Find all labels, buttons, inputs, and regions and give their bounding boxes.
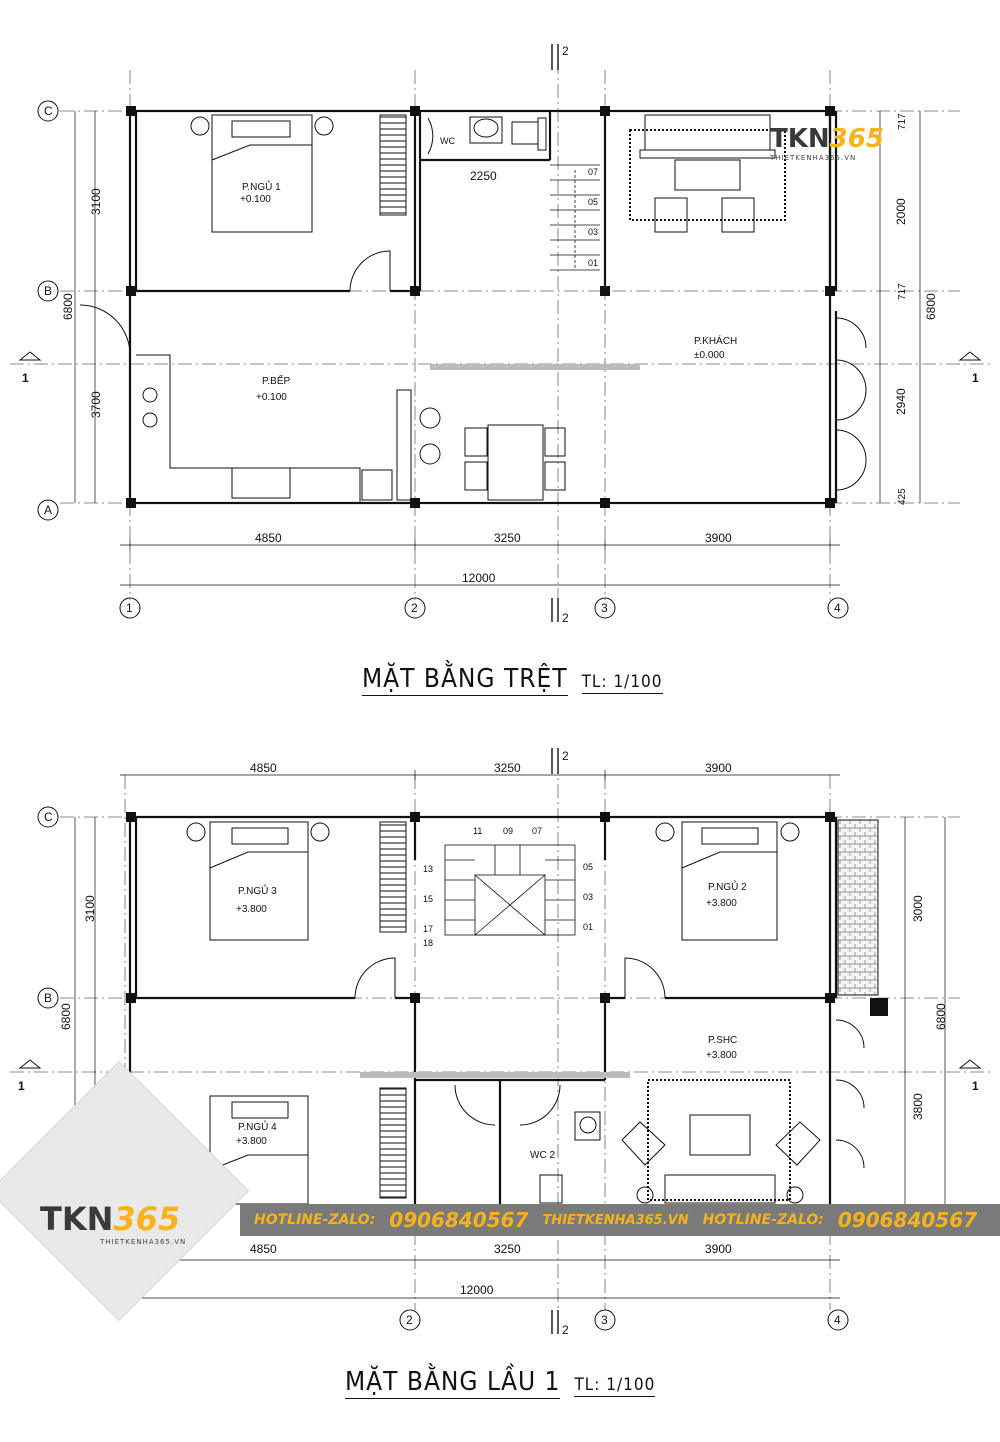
- dimension: 3900: [705, 531, 732, 545]
- dimension: 2250: [470, 169, 497, 183]
- dimension: 6800: [934, 1003, 948, 1030]
- room-name: P.NGỦ 1: [242, 182, 281, 193]
- grid-label: 3: [601, 601, 608, 615]
- dimension: 3900: [705, 761, 732, 775]
- grid-label: C: [44, 810, 53, 824]
- stair-number: 11: [473, 826, 483, 836]
- dimension: 4850: [255, 531, 282, 545]
- dimension: 3100: [89, 188, 103, 215]
- room-level: +3.800: [236, 1136, 267, 1147]
- wardrobe-icon: [380, 115, 406, 215]
- logo-number: 365: [829, 124, 884, 154]
- stair-number: 09: [503, 826, 514, 836]
- plan-title-text: MẶT BẰNG LẦU 1: [345, 1367, 561, 1397]
- room-name: P.SHC: [708, 1035, 738, 1046]
- door-icon: [80, 305, 130, 355]
- hotline-label: HOTLINE-ZALO:: [702, 1212, 824, 1228]
- dimension: 3250: [494, 1242, 521, 1256]
- dimension: 4850: [250, 761, 277, 775]
- grid-label: 1: [126, 601, 133, 615]
- stair-number: 15: [423, 894, 434, 904]
- dimension: 717: [897, 283, 908, 300]
- door-icon: [836, 318, 866, 490]
- room-name: P.NGỦ 3: [238, 886, 277, 897]
- section-label: 1: [18, 1079, 25, 1093]
- wardrobe-icon: [380, 1088, 406, 1198]
- grid-label: C: [44, 104, 53, 118]
- section-label: 2: [562, 44, 569, 58]
- stair-icon: [550, 165, 600, 270]
- stair-number: 03: [588, 227, 599, 237]
- stair-number: 17: [423, 924, 434, 934]
- room-name: WC: [440, 136, 455, 146]
- section-label: 1: [972, 371, 979, 385]
- grid-label: A: [44, 503, 53, 517]
- brand-logo: [770, 124, 884, 162]
- stair-number: 07: [588, 167, 599, 177]
- hotline-site: THIETKENHA365.VN: [542, 1212, 689, 1228]
- dimension: 6800: [59, 1003, 73, 1030]
- stair-number: 05: [588, 197, 599, 207]
- room-level: +3.800: [706, 1050, 737, 1061]
- bed-icon: [187, 822, 329, 940]
- room-name: P.BẾP: [262, 376, 291, 387]
- logo-tagline: THIETKENHA365.VN: [100, 1238, 187, 1246]
- grid-label: 2: [406, 1313, 413, 1327]
- room-level: +3.800: [706, 898, 737, 909]
- grid-label: B: [44, 284, 53, 298]
- door-icon: [350, 251, 390, 291]
- sofa-icon: [622, 1080, 820, 1203]
- dining-table-icon: [397, 390, 565, 500]
- logo-number: 365: [113, 1200, 181, 1238]
- hotline-phone: 0906840567: [837, 1208, 978, 1232]
- section-label: 2: [562, 611, 569, 625]
- grid-label: 4: [834, 601, 841, 615]
- room-level: +3.800: [236, 904, 267, 915]
- logo-brand: TKN: [770, 124, 830, 154]
- plan-scale: TL: 1/100: [574, 1375, 656, 1395]
- dimension: 6800: [924, 293, 938, 320]
- balcony-planter-icon: [838, 820, 878, 995]
- grid-label: 3: [601, 1313, 608, 1327]
- logo-brand: TKN: [40, 1200, 114, 1238]
- room-level: +0.100: [240, 194, 271, 205]
- dimension: 6800: [61, 293, 75, 320]
- dimension: 425: [897, 488, 908, 505]
- dimension: 3250: [494, 531, 521, 545]
- section-label: 1: [22, 371, 29, 385]
- grid-label: 4: [834, 1313, 841, 1327]
- stair-icon: [445, 845, 575, 935]
- dimension: 4850: [250, 1242, 277, 1256]
- grid-label: B: [44, 991, 53, 1005]
- dimension: 717: [897, 113, 908, 130]
- sofa-icon: [630, 115, 785, 232]
- dimension: 3900: [705, 1242, 732, 1256]
- wardrobe-icon: [380, 822, 406, 932]
- plan-title-text: MẶT BẰNG TRỆT: [362, 664, 568, 694]
- plan-title: [345, 1367, 655, 1397]
- stair-number: 13: [423, 864, 434, 874]
- dimension: 3250: [494, 761, 521, 775]
- stair-number: 03: [583, 892, 594, 902]
- stair-number: 01: [583, 922, 594, 932]
- dimension: 2940: [894, 388, 908, 415]
- dimension: 12000: [462, 571, 496, 585]
- brand-logo: [40, 1200, 186, 1246]
- dimension: 3000: [911, 895, 925, 922]
- stair-number: 05: [583, 862, 594, 872]
- section-label: 2: [562, 1323, 569, 1337]
- section-label: 1: [972, 1079, 979, 1093]
- dimension: 3700: [89, 391, 103, 418]
- grid-label: 2: [411, 601, 418, 615]
- room-name: WC 2: [530, 1150, 555, 1161]
- bed-icon: [656, 822, 799, 940]
- plan-title: [362, 664, 663, 694]
- stair-number: 07: [532, 826, 543, 836]
- stair-number: 18: [423, 938, 434, 948]
- hotline-phone: 0906840567: [389, 1208, 529, 1232]
- door-icon: [355, 958, 864, 1168]
- room-name: P.KHÁCH: [694, 336, 738, 347]
- dimension: 12000: [460, 1283, 494, 1297]
- dimension: 2000: [894, 198, 908, 225]
- section-label: 2: [562, 749, 569, 763]
- dimension: 3100: [83, 895, 97, 922]
- hotline-label: HOTLINE-ZALO:: [254, 1212, 376, 1228]
- logo-tagline: THIETKENHA365.VN: [770, 154, 857, 162]
- hotline-banner: [240, 1204, 1000, 1236]
- plan-scale: TL: 1/100: [581, 672, 663, 692]
- room-level: +0.100: [256, 392, 287, 403]
- dimension: 3800: [911, 1093, 925, 1120]
- bed-icon: [191, 115, 333, 232]
- room-level: ±0.000: [694, 350, 725, 361]
- stair-number: 01: [588, 258, 599, 268]
- room-name: P.NGỦ 2: [708, 882, 747, 893]
- room-name: P.NGỦ 4: [238, 1122, 277, 1133]
